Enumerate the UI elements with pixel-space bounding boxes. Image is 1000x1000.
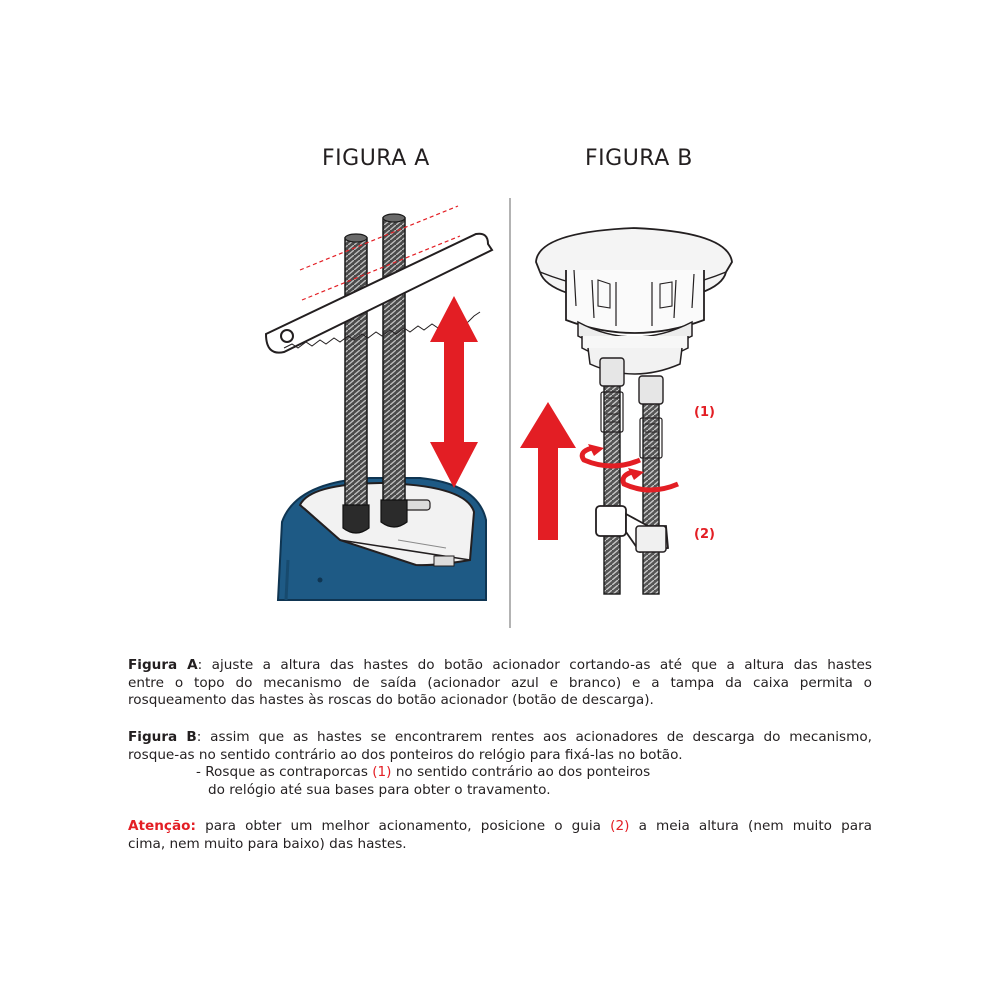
- figure-b-description: [128, 729, 872, 799]
- para-b-line-3-pre: - Rosque as contraporcas: [196, 764, 373, 780]
- para-c-line-1-post: a meia altura (nem muito para: [629, 818, 873, 834]
- attention-note: [128, 818, 872, 853]
- para-b-line-1: : assim que as hastes se encontrarem rentes aos acionadores de descarga do mecanismo,: [196, 729, 872, 745]
- callout-guide: (2): [694, 527, 715, 542]
- rod-left: [343, 234, 369, 533]
- figure-b-drawing: [520, 228, 732, 594]
- para-b-line-4: do relógio até sua bases para obter o travamento.: [208, 781, 551, 798]
- para-c-line-2: cima, nem muito para baixo) das hastes.: [128, 835, 407, 852]
- rod-right-b: [639, 376, 663, 594]
- figure-b-title: FIGURA B: [585, 146, 693, 171]
- para-a-line-2: entre o topo do mecanismo de saída (acionador azul e branco) e a tampa da caixa permita o: [128, 674, 872, 691]
- guide-reference: (2): [610, 818, 630, 834]
- para-a-line-1: : ajuste a altura das hastes do botão acionador cortando-as até que a altura das hastes: [197, 657, 873, 673]
- push-up-arrow: [520, 402, 576, 540]
- callout-lock-nut: (1): [694, 405, 715, 420]
- height-adjust-arrow: [430, 296, 478, 488]
- para-a-line-3: rosqueamento das hastes às roscas do botão acionador (botão de descarga).: [128, 692, 654, 708]
- lock-nut-reference: (1): [372, 764, 392, 780]
- para-b-line-2: rosque-as no sentido contrário ao dos ponteiros do relógio para fixá-las no botão.: [128, 746, 683, 763]
- figure-b-label: Figura B: [128, 729, 197, 745]
- push-button-housing: [536, 228, 732, 374]
- para-b-line-3: [128, 764, 872, 782]
- para-b-line-3-post: no sentido contrário ao dos ponteiros: [391, 764, 651, 780]
- rod-left-b: [600, 358, 624, 594]
- figure-a-title: FIGURA A: [322, 146, 430, 171]
- rod-right: [381, 214, 407, 527]
- attention-label: Atenção:: [128, 818, 196, 834]
- figure-a-label: Figura A: [128, 657, 198, 673]
- figure-a-drawing: [266, 206, 492, 600]
- para-c-line-1-pre: para obter um melhor acionamento, posicione o guia: [195, 818, 611, 834]
- figure-a-description: [128, 657, 872, 710]
